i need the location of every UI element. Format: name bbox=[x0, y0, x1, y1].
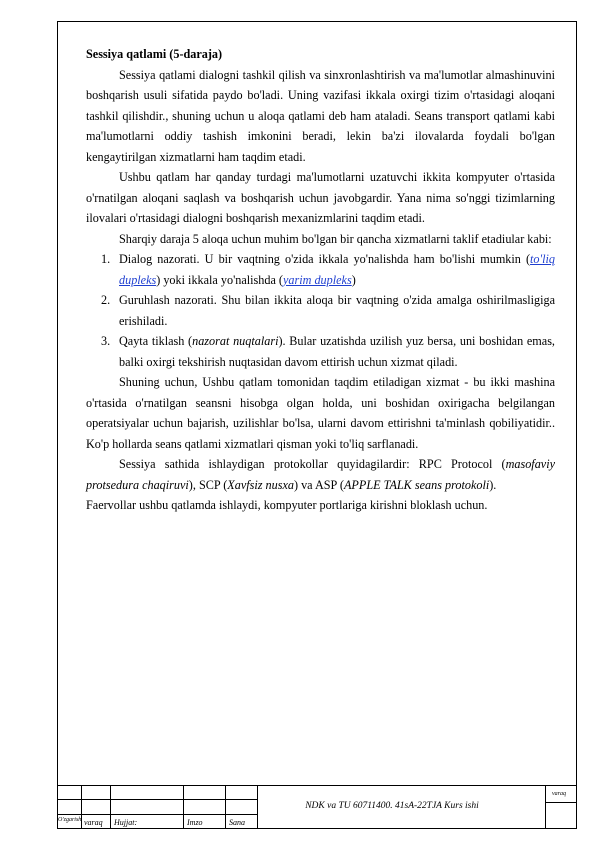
stamp-sheet-right-label: varaq bbox=[552, 791, 566, 797]
stamp-document-label: Hujjat: bbox=[114, 818, 138, 827]
text: Sessiya sathida ishlaydigan protokollar quyidagilardir: RPC Protocol ( bbox=[119, 457, 506, 471]
section-heading: Sessiya qatlami (5-daraja) bbox=[86, 47, 223, 61]
list-number: 1. bbox=[101, 252, 111, 266]
services-list bbox=[86, 249, 555, 372]
text: ). bbox=[489, 477, 497, 492]
italic-text: masofaviy protsedura chaqiruvi bbox=[86, 457, 555, 492]
list-number: 3. bbox=[101, 334, 111, 348]
list-text: Dialog nazorati. U bir vaqtning o'zida ikkala yo'nalishda ham bo'lishi mumkin ( bbox=[119, 252, 531, 266]
paragraph-3: Sharqiy daraja 5 aloqa uchun muhim bo'lgan bir qancha xizmatlarni taklif etadiular kabi: bbox=[119, 231, 552, 246]
list-text: ). Bular uzatishda uzilish yuz bersa, uni boshidan emas, balki oxirgi tekshirish nuqtasidan davom ettirish uchun xizmat qiladi. bbox=[119, 334, 555, 369]
paragraph-1: Sessiya qatlami dialogni tashkil qilish va sinxronlashtirish va ma'lumotlar almashinuvini boshqarish usuli sifatida paydo bo'ladi. Uning vazifasi ikkala oxirgi tizim o'rtasidagi aloqani tashkil qilishdir., shuning uchun u aloqa qatlami deb ham ataladi. Seans transport qatlami kabi ma'lumotlarni oddiy tashish imkonini beradi, lekin ba'zi ilovalarda foydali bo'lgan kengaytirilgan xizmatlarni ham taqdim etadi. bbox=[86, 67, 555, 164]
full-duplex-link[interactable]: to'liq dupleks bbox=[119, 252, 555, 287]
paragraph-2: Ushbu qatlam har qanday turdagi ma'lumotlarni uzatuvchi ikkita kompyuter o'rtasida o'rnatilgan aloqani saqlash va boshqarish uchun javobgardir. Yana nima so'nggi tizimlarning ilovalari o'rtasidagi dialogni boshqarish mexanizmlarini taqdim etadi. bbox=[86, 170, 555, 225]
list-item bbox=[86, 331, 555, 372]
list-text: ) bbox=[351, 272, 356, 287]
document-body bbox=[86, 44, 555, 516]
stamp-signature-label: Imzo bbox=[187, 818, 203, 827]
text: ), SCP ( bbox=[188, 477, 228, 492]
title-block-stamp bbox=[57, 785, 577, 829]
paragraph-6: Faervollar ushbu qatlamda ishlaydi, kompyuter portlariga kirishni bloklash uchun. bbox=[86, 498, 488, 512]
list-text: Qayta tiklash ( bbox=[119, 334, 193, 348]
list-italic-text: nazorat nuqtalari bbox=[192, 334, 279, 348]
stamp-document-code: NDK va TU 60711400. 41sA-22TJA Kurs ishi bbox=[305, 801, 479, 811]
list-item bbox=[86, 249, 555, 290]
italic-text: Xavfsiz nusxa bbox=[227, 477, 294, 492]
stamp-date-label: Sana bbox=[229, 818, 245, 827]
text: ) va ASP ( bbox=[293, 477, 344, 492]
list-text: ) yoki ikkala yo'nalishda ( bbox=[156, 272, 283, 287]
list-item bbox=[86, 290, 555, 331]
paragraph-5 bbox=[86, 454, 555, 495]
stamp-sheet-label: varaq bbox=[84, 818, 103, 827]
half-duplex-link[interactable]: yarim dupleks bbox=[282, 272, 352, 287]
list-number: 2. bbox=[101, 293, 111, 307]
stamp-change-label: O'zgarish bbox=[58, 817, 82, 823]
paragraph-4: Shuning uchun, Ushbu qatlam tomonidan taqdim etiladigan xizmat - bu ikki mashina o'rtasida o'rnatilgan seansni hisobga olgan holda, uni boshidan oxirigacha belgilangan operatsiyalar uchun bajarish, uzilishlar bo'lsa, ularni davom ettirishni ta'minlash qobiliyatidir.. Ko'p hollarda seans qatlami xizmatlari qisman yoki to'liq sarflanadi. bbox=[86, 375, 555, 451]
italic-text: APPLE TALK seans protokoli bbox=[343, 477, 490, 492]
list-text: Guruhlash nazorati. Shu bilan ikkita aloqa bir vaqtning o'zida amalga oshirilmasligiga erishiladi. bbox=[119, 293, 555, 328]
